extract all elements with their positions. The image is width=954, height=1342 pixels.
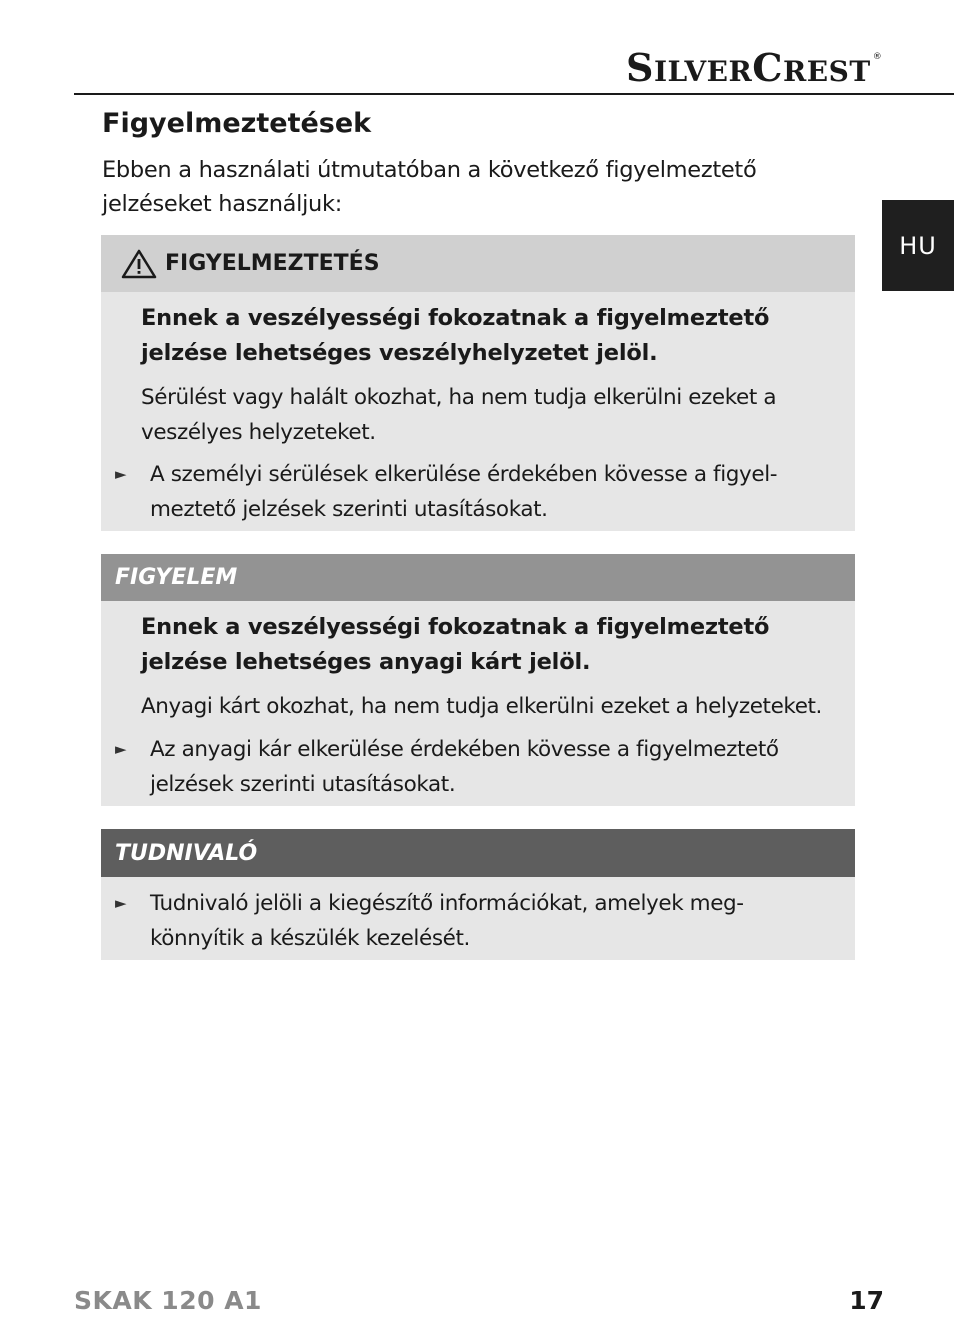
caution-box <box>101 554 855 806</box>
bullet-arrow-icon: ► <box>115 465 127 483</box>
warning-bullet-text: A személyi sérülések elkerülése érdekében kövesse a figyel-meztető jelzések szerinti utasításokat. <box>150 462 778 522</box>
caution-label: FIGYELEM <box>115 565 238 590</box>
footer-model-number: SKAK 120 A1 <box>74 1286 262 1315</box>
warning-triangle-icon <box>121 249 157 279</box>
warning-body: Sérülést vagy halált okozhat, ha nem tudja elkerülni ezeket a veszélyes helyzeteket. <box>141 385 777 445</box>
note-bar <box>101 829 855 877</box>
section-title: Figyelmeztetések <box>102 108 372 139</box>
note-label: TUDNIVALÓ <box>115 840 258 866</box>
note-box <box>101 829 855 960</box>
caution-lead: Ennek a veszélyességi fokozatnak a figyelmeztető jelzése lehetséges anyagi kárt jelöl. <box>141 614 770 675</box>
logo-text-ilver: ILVER <box>653 55 753 88</box>
warning-box <box>101 235 855 531</box>
note-bullet-text: Tudnivaló jelöli a kiegészítő információkat, amelyek meg-könnyítik a készülék kezelését. <box>150 891 744 951</box>
logo-text-rest: REST <box>783 55 871 88</box>
intro-paragraph: Ebben a használati útmutatóban a következő figyelmeztető jelzéseket használjuk: <box>102 157 757 217</box>
caution-bar <box>101 554 855 601</box>
bullet-arrow-icon: ► <box>115 894 127 912</box>
header-rule <box>74 93 954 95</box>
footer-page-number: 17 <box>849 1286 884 1315</box>
caution-bullet-text: Az anyagi kár elkerülése érdekében kövesse a figyelmeztető jelzések szerinti utasításokat. <box>150 737 779 797</box>
warning-lead: Ennek a veszélyességi fokozatnak a figyelmeztető jelzése lehetséges veszélyhelyzetet jelöl. <box>141 305 770 366</box>
bullet-arrow-icon: ► <box>115 740 127 758</box>
note-bullet <box>115 886 815 956</box>
caution-body: Anyagi kárt okozhat, ha nem tudja elkerülni ezeket a helyzeteket. <box>141 694 822 719</box>
logo-letter-s: S <box>626 45 654 90</box>
warning-bullet <box>115 457 815 527</box>
silvercrest-logo <box>626 45 883 90</box>
warning-bar <box>101 235 855 292</box>
warning-label: FIGYELMEZTETÉS <box>165 251 380 276</box>
registered-mark: ® <box>872 52 883 62</box>
caution-bullet <box>115 732 815 802</box>
language-tab: HU <box>882 200 954 291</box>
logo-letter-c: C <box>752 45 784 90</box>
